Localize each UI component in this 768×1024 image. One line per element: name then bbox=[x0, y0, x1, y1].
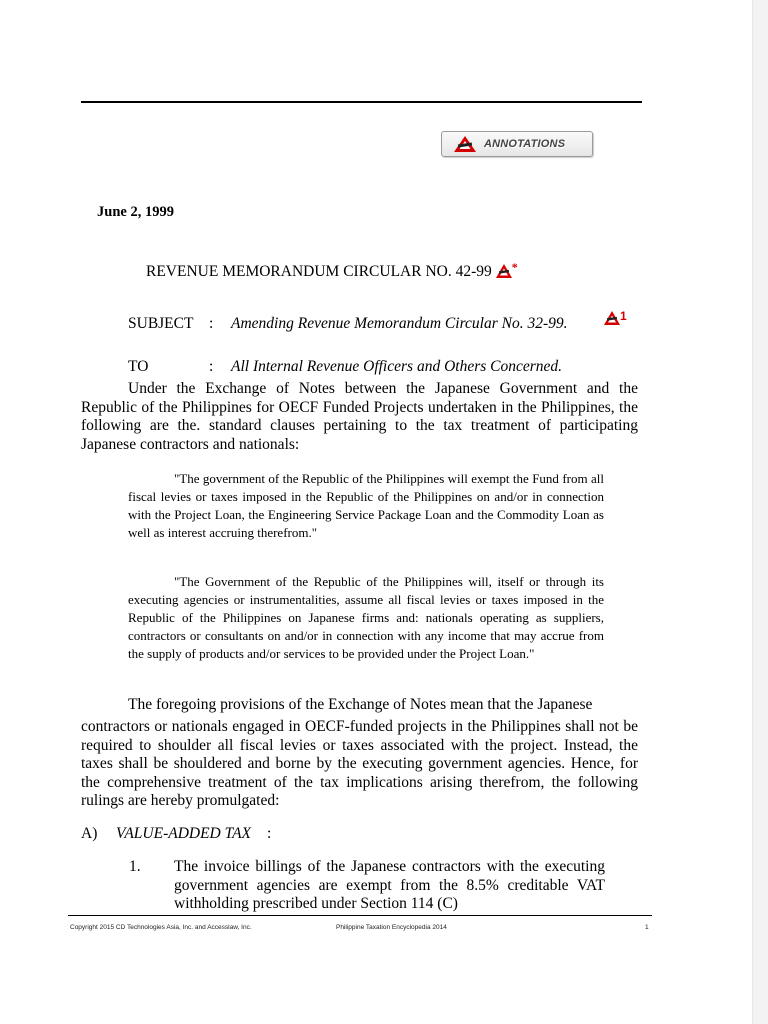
to-colon: : bbox=[209, 358, 214, 375]
subject-marker: 1 bbox=[620, 309, 627, 323]
footer-rule bbox=[68, 915, 652, 916]
annotations-button-label: ANNOTATIONS bbox=[484, 138, 566, 150]
subject-colon: : bbox=[209, 315, 214, 332]
to-text: All Internal Revenue Officers and Others Concerned. bbox=[231, 358, 563, 375]
foregoing-paragraph: contractors or nationals engaged in OECF-funded projects in the Philippines shall not be required to shoulder all fiscal levies or taxes associated with the project. Instead, the taxes shall be shouldered and borne by the executing government agencies. Hence, for the comprehensive treatment of the tax implications arising therefrom, the following rulings are hereby promulgated: bbox=[81, 718, 638, 809]
item-1-number: 1. bbox=[129, 858, 141, 875]
intro-paragraph: Under the Exchange of Notes between the Japanese Government and the Republic of the Philippines for OECF Funded Projects undertaken in the Philippines, the following are the. standard clauses pertaining to the tax treatment of participating Japanese contractors and nationals: bbox=[81, 380, 638, 453]
header-rule bbox=[81, 101, 642, 103]
annotations-button[interactable] bbox=[441, 131, 593, 157]
footer-publication: Philippine Taxation Encyclopedia 2014 bbox=[336, 924, 447, 931]
quote-clause-1: "The government of the Republic of the Philippines will exempt the Fund from all fiscal levies or taxes imposed in the Republic of the Philippines on and/or in connection with the Project Loan, the Engineering Service Package Loan and the Commodity Loan as well as interest accruing therefrom." bbox=[128, 471, 604, 540]
section-a-label: A) bbox=[81, 825, 98, 842]
section-a-title: VALUE-ADDED TAX bbox=[116, 825, 252, 842]
footer-copyright: Copyright 2015 CD Technologies Asia, Inc. and Accesslaw, Inc. bbox=[70, 924, 252, 931]
circular-annotation-icon[interactable] bbox=[496, 264, 512, 283]
circular-title-text: REVENUE MEMORANDUM CIRCULAR NO. 42-99 bbox=[146, 263, 492, 280]
circular-title bbox=[146, 258, 518, 283]
document-date: June 2, 1999 bbox=[97, 204, 174, 220]
section-a-colon: : bbox=[267, 825, 272, 842]
footer-page-number: 1 bbox=[645, 924, 649, 931]
to-label: TO bbox=[128, 358, 149, 375]
subject-label: SUBJECT bbox=[128, 315, 194, 332]
subject-text: Amending Revenue Memorandum Circular No. 32-99. bbox=[231, 315, 568, 332]
viewer-side-strip bbox=[752, 0, 768, 1024]
annotation-icon bbox=[454, 136, 476, 152]
quote-clause-2: "The Government of the Republic of the Philippines will, itself or through its executing agencies or instrumentalities, assume all fiscal levies or taxes imposed in the Republic of the Philippines on Japanese firms and: nationals operating as suppliers, contractors or consultants on and/or in connection with any income that may accrue from the supply of products and/or services to be provided under the Project Loan." bbox=[128, 574, 604, 661]
item-1-text: The invoice billings of the Japanese contractors with the executing government agencies are exempt from the 8.5% creditable VAT withholding prescribed under Section 114 (C) bbox=[174, 858, 605, 912]
foregoing-paragraph-first-line: The foregoing provisions of the Exchange of Notes mean that the Japanese bbox=[128, 696, 593, 713]
subject-annotation-icon[interactable] bbox=[604, 311, 620, 330]
circular-marker: * bbox=[511, 260, 518, 274]
